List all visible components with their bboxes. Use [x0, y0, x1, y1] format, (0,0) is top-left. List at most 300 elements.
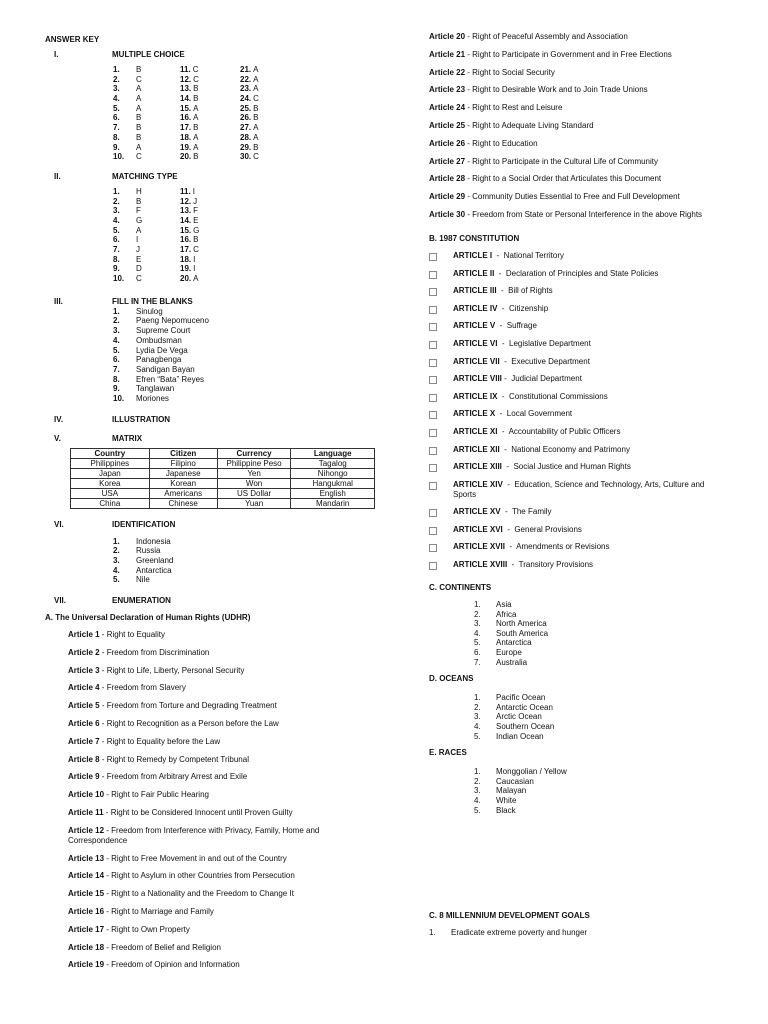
constitution-article-text: [453, 357, 590, 367]
item-text: White: [496, 795, 517, 805]
article-label: ARTICLE VIII: [453, 374, 502, 384]
answer-cell: [180, 94, 240, 104]
constitution-article-text: [453, 480, 729, 500]
answer-value: C: [192, 65, 199, 74]
answer-value: A: [253, 65, 259, 74]
item-number: 4.: [474, 722, 481, 731]
item-text: Monggolian / Yellow: [496, 767, 567, 777]
answer-cell: [180, 245, 240, 255]
constitution-article: [429, 542, 729, 552]
article-label: Article 17: [68, 924, 105, 934]
answer-cell: [240, 104, 300, 114]
item-text: South America: [496, 628, 549, 638]
item-text: Paeng Nepomuceno: [136, 316, 209, 326]
item-number: 4.: [474, 628, 481, 638]
answer-row: [113, 133, 375, 143]
constitution-article-text: [453, 427, 620, 437]
answer-cell: [113, 94, 180, 104]
udhr-article: [429, 85, 729, 95]
article-label: ARTICLE XIV: [453, 479, 503, 489]
article-label: Article 14: [68, 871, 105, 881]
answer-row: [113, 65, 375, 75]
answer-cell: [113, 197, 180, 207]
identification-answers: [113, 537, 375, 585]
udhr-article: [429, 103, 729, 113]
item-number: 3.: [113, 556, 120, 565]
item-number: 2.: [113, 316, 120, 326]
checkbox-icon: [429, 429, 437, 437]
article-text: - Right to Social Security: [465, 67, 555, 77]
item-number: 1.: [429, 928, 436, 938]
section-number: VI.: [54, 519, 64, 529]
article-text: - Community Duties Essential to Free and Full Development: [465, 192, 680, 202]
constitution-article: [429, 392, 729, 402]
matrix-cell: Tagalog: [291, 458, 375, 468]
answer-value: A: [193, 103, 199, 113]
article-label: Article 18: [68, 942, 105, 952]
list-item: [113, 365, 375, 375]
udhr-article: [68, 666, 358, 676]
section-title: MULTIPLE CHOICE: [112, 50, 185, 59]
item-number: 10.: [113, 152, 125, 162]
section-matching-type-heading: [45, 169, 375, 184]
article-text: - Social Justice and Human Rights: [501, 462, 631, 472]
answer-cell: [113, 123, 180, 133]
matching-type-answers: [113, 187, 375, 284]
answer-cell: [113, 104, 180, 114]
answer-cell: [240, 65, 300, 75]
answer-cell: [113, 235, 180, 245]
checkbox-icon: [429, 562, 437, 570]
checkbox-icon: [429, 253, 437, 261]
article-label: Article 24: [429, 103, 466, 113]
item-number: 4.: [474, 795, 481, 805]
answer-cell: [240, 84, 300, 94]
constitution-article-text: [453, 409, 572, 419]
item-text: Antarctic Ocean: [496, 702, 553, 712]
article-text: - General Provisions: [502, 524, 582, 534]
answer-value: C: [193, 74, 199, 84]
article-text: - The Family: [500, 507, 552, 517]
constitution-article: [429, 462, 729, 472]
answer-cell: [180, 123, 240, 133]
answer-cell: [113, 206, 180, 216]
matrix-cell: Filipino: [149, 458, 217, 468]
item-number: 18.: [180, 254, 192, 264]
udhr-article: [68, 755, 358, 765]
item-number: 17.: [180, 123, 192, 133]
constitution-article-text: [453, 525, 582, 535]
multiple-choice-answers: [113, 65, 375, 162]
answer-cell: [113, 133, 180, 143]
answer-row: [113, 255, 375, 265]
item-number: 4.: [113, 94, 120, 104]
answer-row: [113, 245, 375, 255]
article-label: ARTICLE VI: [453, 338, 498, 348]
item-number: 11.: [180, 186, 191, 196]
article-text: - Right of Peaceful Assembly and Association: [465, 32, 628, 41]
answer-cell: [113, 65, 180, 75]
item-text: Tanglawan: [136, 384, 175, 394]
item-text: Caucasian: [496, 776, 534, 786]
item-number: 10.: [113, 393, 125, 403]
item-number: 8.: [113, 374, 120, 384]
article-text: - Right to Marriage and Family: [104, 907, 214, 917]
article-text: - Freedom from Interference with Privacy, Family, Home and Correspondence: [68, 825, 320, 845]
constitution-article-text: [453, 445, 630, 455]
answer-cell: [180, 264, 240, 274]
answer-value: I: [193, 254, 196, 264]
item-number: 2.: [113, 74, 120, 84]
checkbox-icon: [429, 271, 437, 279]
answer-value: B: [136, 196, 142, 206]
item-number: 9.: [113, 384, 120, 394]
item-number: 23.: [240, 84, 252, 94]
item-number: 19.: [180, 264, 192, 274]
item-text: Arctic Ocean: [496, 712, 542, 722]
article-text: - Right to Rest and Leisure: [465, 103, 563, 113]
answer-cell: [240, 113, 300, 123]
races-heading: E. RACES: [429, 748, 467, 758]
left-column: [45, 32, 375, 978]
item-text: Asia: [496, 600, 512, 610]
item-number: 7.: [113, 245, 120, 254]
answer-cell: [180, 84, 240, 94]
item-number: 2.: [474, 776, 481, 786]
checkbox-icon: [429, 544, 437, 552]
answer-cell: [113, 245, 180, 255]
item-number: 13.: [180, 84, 192, 94]
item-number: 2.: [474, 609, 481, 619]
answer-cell: [180, 113, 240, 123]
article-text: - Right to Education: [465, 138, 538, 148]
article-text: - Citizenship: [497, 303, 549, 313]
matrix-cell: Yen: [217, 468, 291, 478]
matrix-row: [71, 458, 375, 468]
answer-cell: [180, 235, 240, 245]
answer-value: J: [193, 196, 198, 206]
checkbox-icon: [429, 509, 437, 517]
article-label: Article 6: [68, 719, 100, 729]
article-text: - Right to Participate in Government and in Free Elections: [465, 49, 672, 59]
item-number: 7.: [113, 364, 120, 374]
checkbox-icon: [429, 447, 437, 455]
constitution-article: [429, 409, 729, 419]
article-text: - Amendments or Revisions: [505, 542, 610, 552]
article-label: Article 26: [429, 138, 466, 148]
section-title: MATRIX: [112, 433, 143, 443]
matrix-cell: Mandarin: [291, 498, 375, 508]
constitution-article: [429, 304, 729, 314]
list-item: [474, 600, 729, 610]
item-text: Moriones: [136, 393, 169, 403]
list-item: [474, 648, 729, 658]
udhr-article: [68, 871, 358, 881]
item-number: 5.: [113, 103, 120, 113]
answer-value: G: [193, 225, 200, 235]
list-item: [113, 384, 375, 394]
mdg-item: [429, 928, 729, 937]
matrix-header-row: [71, 448, 375, 458]
article-label: Article 23: [429, 85, 466, 95]
item-number: 17.: [180, 245, 192, 254]
article-text: - Right to Free Movement in and out of the Country: [104, 853, 287, 863]
article-label: Article 1: [68, 630, 100, 640]
matrix-table: [70, 448, 375, 509]
constitution-article-text: [453, 269, 658, 279]
article-label: ARTICLE XVI: [453, 524, 503, 534]
article-text: - Education, Science and Technology, Arts, Culture and Sports: [453, 479, 707, 499]
item-number: 6.: [113, 355, 120, 365]
section-title: ILLUSTRATION: [112, 414, 171, 424]
answer-cell: [180, 104, 240, 114]
matrix-cell: Philippines: [71, 458, 150, 468]
item-number: 25.: [240, 103, 252, 113]
answer-value: C: [253, 94, 259, 104]
item-number: 2.: [113, 546, 120, 556]
constitution-article-text: [453, 462, 631, 472]
item-text: Russia: [136, 546, 161, 556]
section-enumeration-heading: [45, 593, 375, 608]
answer-cell: [180, 255, 240, 265]
answer-cell: [180, 143, 240, 153]
answer-value: I: [136, 235, 139, 245]
constitution-article: [429, 507, 729, 517]
checkbox-icon: [429, 323, 437, 331]
list-item: [113, 546, 375, 556]
answer-row: [113, 264, 375, 274]
list-item: [474, 638, 729, 648]
udhr-article: [429, 68, 729, 78]
item-number: 1.: [113, 186, 120, 196]
article-text: - Right to Fair Public Hearing: [104, 790, 209, 800]
article-label: Article 27: [429, 156, 466, 166]
udhr-articles-left: [68, 630, 358, 970]
article-text: - Right to Adequate Living Standard: [465, 120, 594, 130]
answer-cell: [240, 152, 300, 162]
answer-cell: [113, 274, 180, 284]
list-item: [113, 336, 375, 346]
article-text: - Right to be Considered Innocent until Proven Guilty: [103, 808, 293, 818]
item-number: 26.: [240, 113, 252, 123]
list-item: [474, 796, 729, 806]
article-text: - Right to Participate in the Cultural Life of Community: [465, 156, 659, 166]
list-item: [113, 375, 375, 385]
item-text: Black: [496, 805, 516, 815]
section-multiple-choice-heading: [45, 47, 375, 62]
list-item: [113, 316, 375, 326]
article-text: - Right to Remedy by Competent Tribunal: [99, 754, 249, 764]
article-text: - Declaration of Principles and State Policies: [494, 268, 659, 278]
section-number: V.: [54, 433, 61, 443]
mdg-heading: C. 8 MILLENNIUM DEVELOPMENT GOALS: [429, 911, 590, 921]
item-number: 1.: [113, 65, 120, 74]
article-label: Article 2: [68, 647, 100, 657]
item-number: 5.: [474, 731, 481, 741]
answer-cell: [113, 216, 180, 226]
udhr-article: [429, 192, 729, 202]
item-number: 1.: [113, 306, 120, 316]
answer-value: B: [136, 132, 142, 142]
article-label: ARTICLE XI: [453, 426, 498, 436]
udhr-article: [68, 648, 358, 658]
answer-value: A: [253, 84, 259, 94]
answer-row: [113, 143, 375, 153]
answer-key-title: ANSWER KEY: [45, 35, 100, 44]
item-text: Ombudsman: [136, 335, 182, 345]
answer-row: [113, 123, 375, 133]
article-label: Article 22: [429, 67, 466, 77]
article-text: - Right to Recognition as a Person before the Law: [99, 719, 279, 729]
article-label: Article 12: [68, 825, 105, 835]
article-label: Article 5: [68, 701, 100, 711]
udhr-article: [68, 960, 358, 970]
article-label: ARTICLE II: [453, 268, 495, 278]
udhr-article: [68, 925, 358, 935]
udhr-article: [68, 907, 358, 917]
matrix-header-cell: Citizen: [149, 448, 217, 458]
answer-row: [113, 216, 375, 226]
udhr-articles-right: [429, 32, 729, 220]
answer-value: A: [193, 132, 199, 142]
oceans-list: [474, 693, 729, 741]
udhr-article: [429, 174, 729, 184]
item-number: 24.: [240, 94, 252, 104]
constitution-article-text: [453, 542, 610, 552]
checkbox-icon: [429, 527, 437, 535]
udhr-article: [68, 826, 358, 846]
article-text: - Judicial Department: [501, 374, 582, 384]
article-text: - Freedom from Slavery: [99, 683, 186, 693]
item-number: 4.: [113, 335, 120, 345]
udhr-article: [68, 683, 358, 693]
item-text: Antarctica: [136, 565, 172, 575]
matrix-cell: Chinese: [149, 498, 217, 508]
answer-value: A: [193, 274, 199, 284]
article-label: ARTICLE IV: [453, 303, 498, 313]
constitution-article: [429, 427, 729, 437]
matrix-row: [71, 468, 375, 478]
article-text: - Freedom of Belief and Religion: [104, 942, 221, 952]
answer-cell: [180, 216, 240, 226]
item-number: 8.: [113, 132, 120, 142]
answer-cell: [180, 274, 240, 284]
item-number: 21.: [240, 65, 252, 74]
constitution-article: [429, 445, 729, 455]
checkbox-icon: [429, 376, 437, 384]
item-text: Nile: [136, 575, 150, 585]
section-number: III.: [54, 296, 63, 306]
list-item: [113, 355, 375, 365]
answer-value: F: [193, 206, 199, 216]
udhr-heading: A. The Universal Declaration of Human Rights (UDHR): [45, 613, 251, 623]
item-number: 27.: [240, 123, 252, 133]
item-text: Sandigan Bayan: [136, 364, 195, 374]
answer-value: B: [136, 123, 142, 133]
item-number: 8.: [113, 254, 120, 264]
section-identification-heading: [45, 517, 375, 532]
article-label: ARTICLE XII: [453, 444, 500, 454]
matrix-cell: US Dollar: [217, 488, 291, 498]
constitution-heading: B. 1987 CONSTITUTION: [429, 233, 520, 243]
checkbox-icon: [429, 482, 437, 490]
article-text: - Right to Life, Liberty, Personal Security: [99, 665, 245, 675]
article-text: - Local Government: [495, 409, 573, 419]
section-number: IV.: [54, 414, 64, 424]
article-label: Article 25: [429, 120, 466, 130]
answer-cell: [240, 123, 300, 133]
matrix-cell: Japan: [71, 468, 150, 478]
item-number: 2.: [474, 702, 481, 712]
answer-cell: [113, 152, 180, 162]
article-text: - Accountability of Public Officers: [497, 426, 621, 436]
constitution-article-text: [453, 507, 552, 517]
matrix-cell: Japanese: [149, 468, 217, 478]
answer-value: E: [136, 254, 142, 264]
checkbox-icon: [429, 341, 437, 349]
answer-cell: [113, 75, 180, 85]
item-number: 1.: [113, 536, 120, 546]
answer-row: [113, 197, 375, 207]
item-number: 6.: [113, 113, 120, 123]
article-label: Article 7: [68, 736, 100, 746]
article-label: ARTICLE XVIII: [453, 560, 508, 570]
matrix-cell: Korea: [71, 478, 150, 488]
answer-value: B: [193, 152, 199, 162]
item-number: 7.: [474, 657, 481, 667]
item-number: 3.: [474, 786, 481, 796]
answer-value: I: [192, 186, 195, 196]
answer-cell: [240, 143, 300, 153]
article-label: Article 4: [68, 683, 100, 693]
answer-row: [113, 94, 375, 104]
item-number: 3.: [474, 712, 481, 722]
answer-value: B: [136, 65, 142, 74]
item-number: 13.: [180, 206, 192, 216]
list-item: [113, 394, 375, 404]
section-title: FILL IN THE BLANKS: [112, 296, 193, 306]
answer-cell: [180, 152, 240, 162]
answer-cell: [180, 197, 240, 207]
article-text: - National Territory: [492, 250, 564, 260]
section-fill-in-heading: [45, 296, 375, 307]
answer-row: [113, 75, 375, 85]
list-item: [474, 712, 729, 722]
udhr-article: [429, 139, 729, 149]
item-text: Pacific Ocean: [496, 693, 546, 703]
checkbox-icon: [429, 464, 437, 472]
article-label: Article 11: [68, 808, 104, 818]
section-number: I.: [54, 50, 59, 59]
article-text: - Freedom from Arbitrary Arrest and Exile: [99, 772, 248, 782]
udhr-article: [429, 121, 729, 131]
article-text: - Right to Equality before the Law: [99, 736, 221, 746]
article-label: ARTICLE XV: [453, 507, 501, 517]
answer-cell: [240, 75, 300, 85]
item-number: 1.: [474, 693, 481, 703]
checkbox-icon: [429, 306, 437, 314]
answer-value: J: [136, 245, 140, 254]
answer-value: A: [136, 84, 142, 94]
list-item: [474, 806, 729, 816]
item-number: 4.: [113, 565, 120, 575]
item-number: 2.: [113, 196, 120, 206]
udhr-article: [429, 32, 729, 42]
article-label: ARTICLE V: [453, 321, 496, 331]
answer-value: C: [193, 245, 199, 254]
list-item: [474, 610, 729, 620]
races-list: [474, 767, 729, 815]
